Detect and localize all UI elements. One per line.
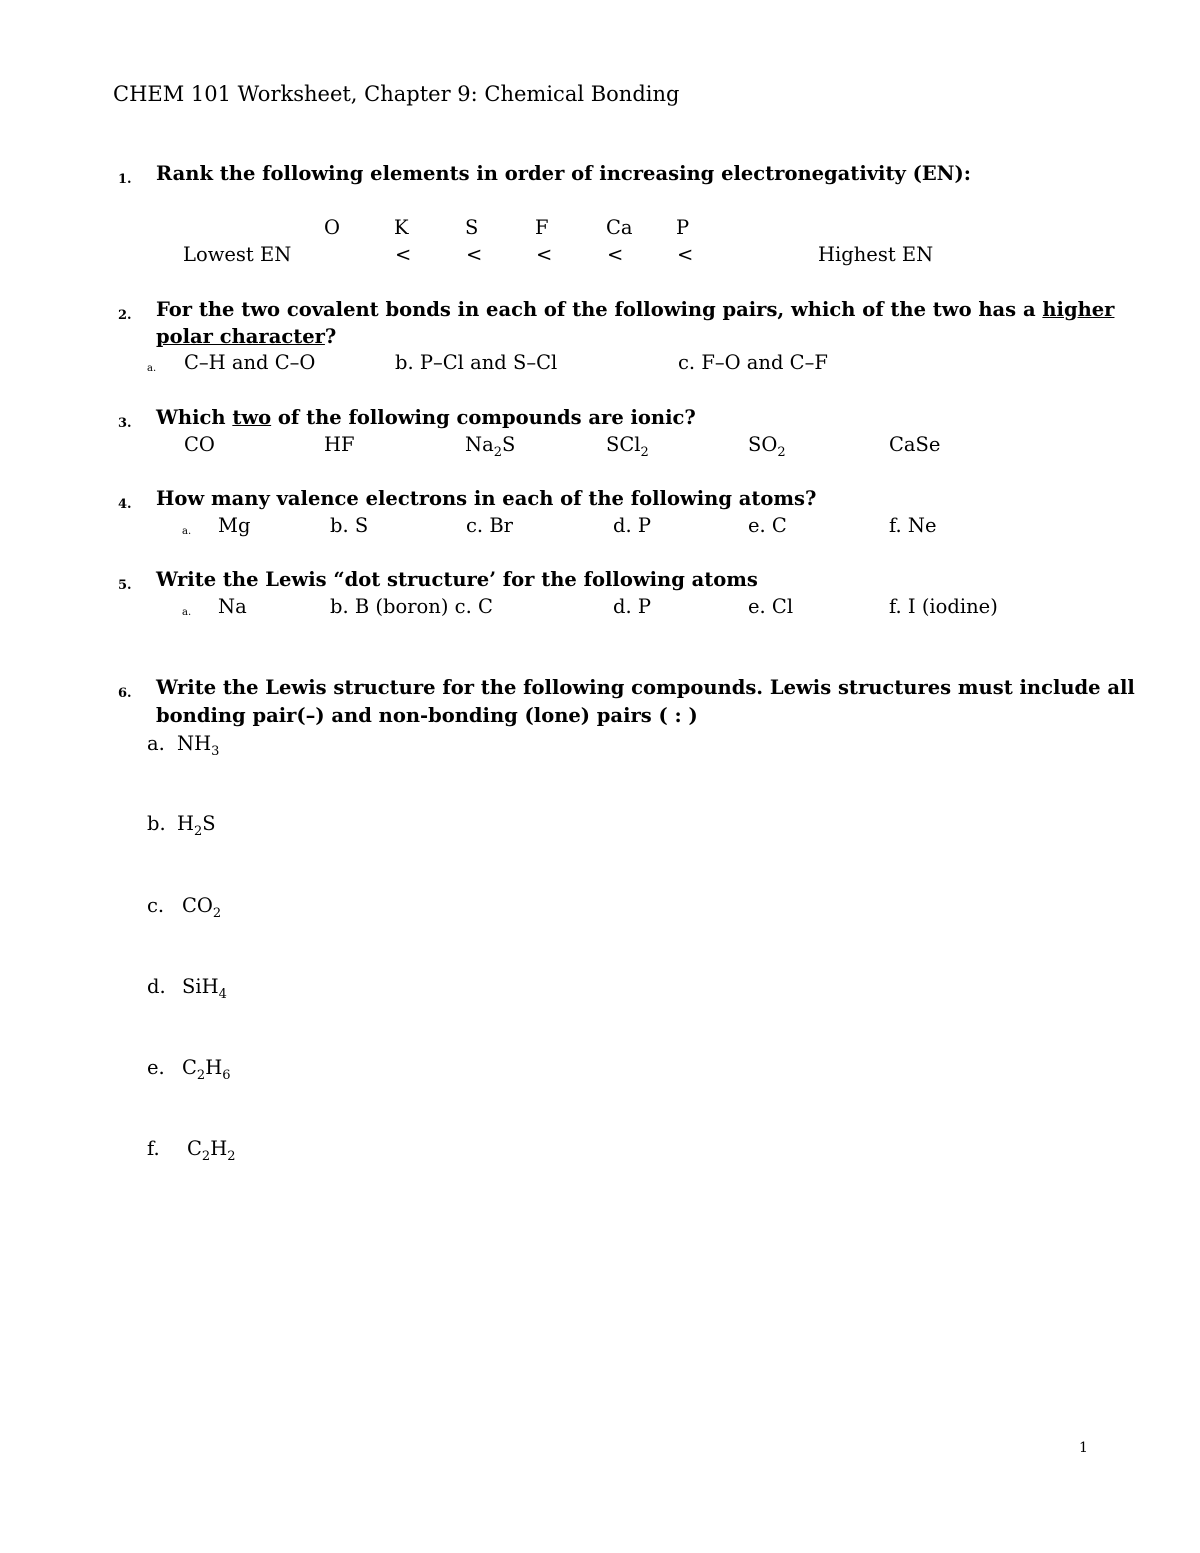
worksheet-title: CHEM 101 Worksheet, Chapter 9: Chemical Bonding — [113, 82, 680, 106]
question-1-number: 1. — [118, 172, 132, 187]
option-a-label: a. — [147, 363, 157, 374]
question-4-number: 4. — [118, 497, 132, 512]
compound-formula: $C_2H_6$ — [182, 1056, 231, 1083]
compound-item-label: f. — [147, 1137, 160, 1160]
compound-5: CaSe — [889, 433, 941, 456]
compound-formula: $NH_3$ — [177, 732, 220, 759]
option-e: e. C — [748, 514, 787, 537]
less-than-sign: < — [536, 243, 553, 266]
compound-0: CO — [184, 433, 215, 456]
compound-item-label: d. — [147, 975, 166, 998]
option-c: c. F–O and C–F — [678, 351, 828, 374]
element-s: S — [465, 216, 479, 239]
question-2-number: 2. — [118, 308, 132, 323]
less-than-sign: < — [607, 243, 624, 266]
compound-formula: $CO_2$ — [182, 894, 222, 921]
question-4-text: How many valence electrons in each of the following atoms? — [156, 487, 817, 510]
option-a: Mg — [218, 514, 251, 537]
option-e: e. Cl — [748, 595, 794, 618]
compound-item-label: e. — [147, 1056, 165, 1079]
question-5-number: 5. — [118, 578, 132, 593]
less-than-sign: < — [466, 243, 483, 266]
question-5-text: Write the Lewis “dot structure’ for the following atoms — [156, 568, 758, 591]
option-a: C–H and C–O — [184, 351, 316, 374]
compound-3: SCl$_2$ — [606, 433, 649, 460]
compound-formula: SiH$_4$ — [182, 975, 227, 1002]
element-p: P — [676, 216, 690, 239]
question-2-underlined: higher — [1042, 298, 1115, 321]
question-2-text: For the two covalent bonds in each of the following pairs, which of the two has a — [156, 298, 1043, 321]
element-ca: Ca — [606, 216, 633, 239]
element-f: F — [535, 216, 549, 239]
compound-item-label: b. — [147, 812, 166, 835]
question-3-number: 3. — [118, 416, 132, 431]
option-d: d. P — [613, 514, 652, 537]
page-number: 1 — [1079, 1440, 1088, 1456]
less-than-sign: < — [677, 243, 694, 266]
option-a-label: a. — [182, 607, 192, 618]
compound-item-label: c. — [147, 894, 165, 917]
element-k: K — [394, 216, 409, 239]
question-3-underlined: two — [232, 406, 272, 429]
question-3-text-part: of the following compounds are ionic? — [271, 406, 696, 429]
option-a-label: a. — [182, 526, 192, 537]
question-6-number: 6. — [118, 686, 132, 701]
question-1-text: Rank the following elements in order of increasing electronegativity (EN): — [156, 162, 971, 185]
compound-formula: $C_2H_2$ — [187, 1137, 236, 1164]
option-a: Na — [218, 595, 247, 618]
question-2-text: ? — [324, 325, 337, 348]
element-o: O — [324, 216, 340, 239]
compound-2: $Na_2S$ — [465, 433, 516, 460]
less-than-sign: < — [395, 243, 412, 266]
compound-item-label: a. — [147, 732, 165, 755]
option-c: c. Br — [466, 514, 513, 537]
option-f: f. I (iodine) — [889, 595, 998, 618]
question-3-text-part: Which — [156, 406, 233, 429]
question-6-text-line2: bonding pair(–) and non-bonding (lone) pairs ( : ) — [156, 704, 698, 727]
option-d: d. P — [613, 595, 652, 618]
lowest-en-label: Lowest EN — [183, 243, 292, 266]
question-2-underlined: polar character — [156, 325, 325, 348]
question-6-text-line1: Write the Lewis structure for the following compounds. Lewis structures must include all — [156, 676, 1135, 699]
question-2-text-line1 — [156, 298, 1114, 321]
option-b-c: b. B (boron) c. C — [330, 595, 493, 618]
option-b: b. S — [330, 514, 369, 537]
question-2-text-line2 — [156, 325, 336, 348]
highest-en-label: Highest EN — [818, 243, 934, 266]
option-f: f. Ne — [889, 514, 937, 537]
compound-1: HF — [324, 433, 355, 456]
question-3-text — [156, 406, 696, 429]
option-b: b. P–Cl and S–Cl — [395, 351, 558, 374]
compound-formula: $H_2S$ — [177, 812, 216, 839]
compound-4: $SO_2$ — [748, 433, 786, 460]
